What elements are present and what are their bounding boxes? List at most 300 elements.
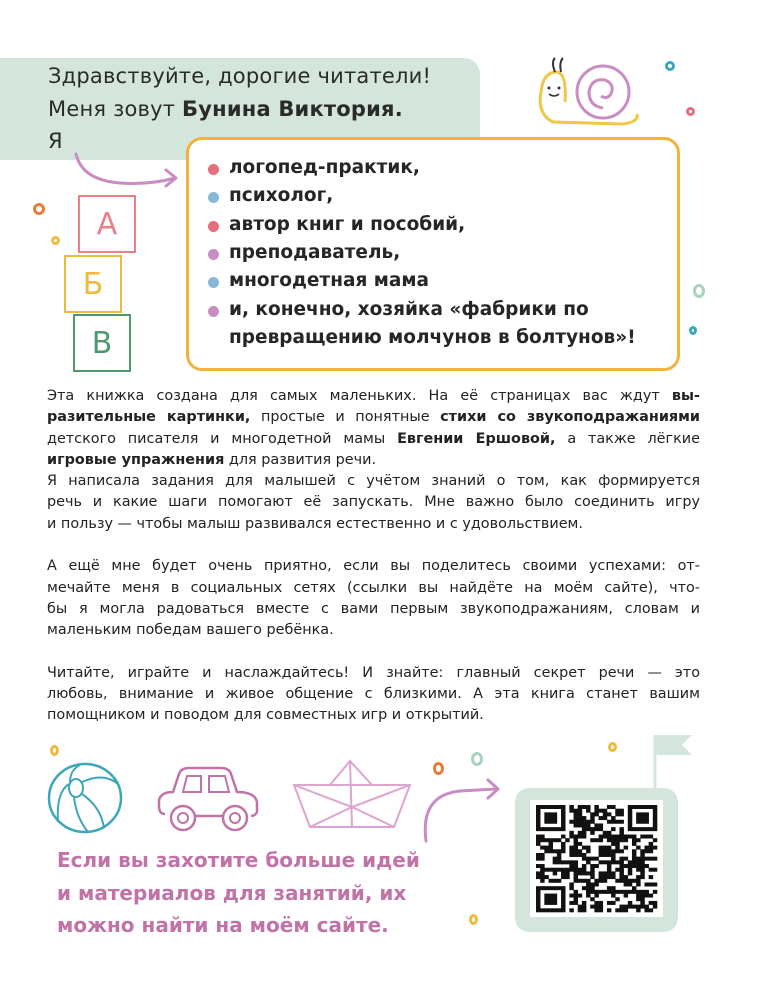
qr-module [590, 820, 594, 824]
qr-module [544, 849, 548, 853]
qr-module [640, 816, 644, 820]
qr-module [586, 827, 590, 831]
qr-module [586, 879, 590, 883]
qr-module [603, 831, 607, 835]
qr-module [607, 831, 611, 835]
qr-module [586, 894, 590, 898]
qr-module [574, 901, 578, 905]
qr-module [574, 871, 578, 875]
qr-module [540, 838, 544, 842]
qr-module [628, 827, 632, 831]
qr-module [549, 846, 553, 850]
qr-module [590, 882, 594, 886]
qr-module [569, 846, 573, 850]
qr-module [561, 842, 565, 846]
qr-module [628, 871, 632, 875]
qr-module [582, 886, 586, 890]
qr-module [603, 875, 607, 879]
qr-module [594, 823, 598, 827]
qr-module [611, 857, 615, 861]
text-segment: и пользу — чтобы малыш развивался естественно и с удовольствием. [47, 515, 583, 532]
text-line [47, 514, 700, 535]
qr-module [599, 835, 603, 839]
qr-module [636, 864, 640, 868]
qr-module [599, 853, 603, 857]
qr-module [640, 860, 644, 864]
block-letter: Б [82, 266, 104, 302]
qr-module [553, 827, 557, 831]
qr-module [574, 823, 578, 827]
qr-module [599, 838, 603, 842]
qr-module [582, 820, 586, 824]
qr-module [611, 842, 615, 846]
qr-module [619, 849, 623, 853]
qr-module [632, 905, 636, 909]
qr-module [536, 857, 540, 861]
qr-module [636, 820, 640, 824]
qr-module [649, 875, 653, 879]
qr-module [636, 805, 640, 809]
qr-module [628, 890, 632, 894]
text-segment: детского писателя и многодетной мамы [47, 430, 398, 447]
qr-module [540, 853, 544, 857]
qr-module [590, 838, 594, 842]
qr-module [569, 882, 573, 886]
qr-module [653, 901, 657, 905]
qr-module [544, 897, 548, 901]
qr-module [536, 901, 540, 905]
qr-module [615, 908, 619, 912]
qr-module [536, 864, 540, 868]
qr-module [628, 879, 632, 883]
qr-module [611, 805, 615, 809]
roles-box [186, 137, 680, 371]
qr-module [549, 901, 553, 905]
qr-module [611, 849, 615, 853]
qr-module [599, 827, 603, 831]
qr-module [582, 864, 586, 868]
qr-code-pattern [530, 800, 663, 917]
qr-module [644, 827, 648, 831]
qr-module [590, 831, 594, 835]
qr-module [624, 846, 628, 850]
qr-module [624, 857, 628, 861]
qr-module [569, 894, 573, 898]
qr-module [536, 805, 540, 809]
qr-module [540, 805, 544, 809]
qr-module [574, 842, 578, 846]
qr-module [653, 868, 657, 872]
qr-module [536, 908, 540, 912]
qr-module [557, 868, 561, 872]
qr-module [569, 835, 573, 839]
qr-module [607, 838, 611, 842]
qr-module [549, 879, 553, 883]
qr-module [632, 857, 636, 861]
qr-module [615, 849, 619, 853]
qr-module [540, 886, 544, 890]
qr-module [636, 846, 640, 850]
qr-module [557, 838, 561, 842]
qr-module [636, 868, 640, 872]
qr-module [578, 842, 582, 846]
qr-module [586, 846, 590, 850]
qr-module [619, 905, 623, 909]
qr-module [569, 820, 573, 824]
qr-module [582, 905, 586, 909]
qr-module [582, 816, 586, 820]
qr-module [536, 853, 540, 857]
qr-module [619, 879, 623, 883]
qr-module [640, 820, 644, 824]
qr-module [574, 875, 578, 879]
qr-module [574, 897, 578, 901]
qr-module [594, 905, 598, 909]
qr-module [553, 894, 557, 898]
qr-module [632, 886, 636, 890]
qr-module [611, 860, 615, 864]
qr-module [549, 812, 553, 816]
qr-module [540, 857, 544, 861]
qr-module [561, 886, 565, 890]
qr-module [628, 809, 632, 813]
qr-module [636, 905, 640, 909]
qr-module [644, 857, 648, 861]
qr-module [628, 901, 632, 905]
qr-module [536, 812, 540, 816]
qr-module [640, 835, 644, 839]
qr-module [644, 894, 648, 898]
qr-module [540, 868, 544, 872]
qr-module [619, 812, 623, 816]
qr-module [578, 835, 582, 839]
qr-module [574, 849, 578, 853]
qr-module [553, 908, 557, 912]
qr-module [632, 890, 636, 894]
qr-module [557, 857, 561, 861]
qr-module [565, 838, 569, 842]
qr-module [594, 882, 598, 886]
qr-module [649, 908, 653, 912]
qr-module [615, 820, 619, 824]
paragraph [47, 386, 700, 535]
qr-module [644, 812, 648, 816]
qr-module [640, 890, 644, 894]
qr-module [603, 871, 607, 875]
qr-module [603, 812, 607, 816]
qr-module [569, 864, 573, 868]
qr-module [628, 905, 632, 909]
intro-text [47, 386, 700, 727]
qr-module [569, 886, 573, 890]
qr-module [649, 842, 653, 846]
qr-module [603, 879, 607, 883]
qr-module [586, 886, 590, 890]
qr-module [594, 827, 598, 831]
qr-module [624, 894, 628, 898]
qr-module [619, 857, 623, 861]
qr-module [594, 812, 598, 816]
qr-module [636, 890, 640, 894]
block-letter: А [96, 206, 118, 242]
ring-decoration [689, 326, 697, 335]
qr-module [599, 871, 603, 875]
qr-module [619, 831, 623, 835]
qr-module [544, 820, 548, 824]
qr-module [578, 820, 582, 824]
qr-module [582, 827, 586, 831]
qr-module [536, 890, 540, 894]
greeting-line-1: Здравствуйте, дорогие читатели! [48, 64, 432, 88]
qr-module [640, 853, 644, 857]
qr-module [540, 871, 544, 875]
qr-module [636, 812, 640, 816]
qr-module [599, 846, 603, 850]
qr-module [653, 846, 657, 850]
qr-module [574, 846, 578, 850]
qr-module [578, 908, 582, 912]
qr-module [615, 897, 619, 901]
qr-module [640, 849, 644, 853]
qr-module [644, 805, 648, 809]
qr-module [578, 871, 582, 875]
qr-module [544, 812, 548, 816]
qr-module [549, 827, 553, 831]
qr-module [603, 809, 607, 813]
qr-module [599, 908, 603, 912]
qr-module [607, 860, 611, 864]
qr-module [590, 857, 594, 861]
role-text: превращению молчунов в болтунов»! [229, 326, 636, 348]
qr-module [536, 842, 540, 846]
qr-module [624, 838, 628, 842]
qr-module [653, 905, 657, 909]
text-segment: любовь, внимание и живое общение с близкими. А эта книга станет вашим [47, 686, 700, 703]
qr-module [578, 853, 582, 857]
qr-module [611, 875, 615, 879]
qr-module [544, 886, 548, 890]
qr-module [536, 886, 540, 890]
qr-module [599, 816, 603, 820]
qr-module [578, 894, 582, 898]
qr-module [586, 823, 590, 827]
ring-decoration [51, 236, 60, 245]
ring-decoration [693, 284, 705, 298]
text-segment: Эта книжка создана для самых маленьких. На её страницах вас ждут [47, 388, 672, 404]
qr-module [582, 805, 586, 809]
qr-module [582, 846, 586, 850]
bold-text: Евгении Ершовой, [397, 430, 556, 447]
qr-module [565, 875, 569, 879]
qr-module [628, 882, 632, 886]
qr-module [615, 812, 619, 816]
qr-module [561, 823, 565, 827]
qr-module [553, 816, 557, 820]
qr-module [649, 846, 653, 850]
qr-module [644, 905, 648, 909]
qr-module [561, 890, 565, 894]
qr-module [536, 875, 540, 879]
qr-module [569, 853, 573, 857]
qr-module [653, 827, 657, 831]
author-name: Бунина Виктория. [182, 97, 403, 121]
qr-module [561, 901, 565, 905]
qr-module [628, 823, 632, 827]
qr-module [569, 860, 573, 864]
qr-module [624, 905, 628, 909]
qr-module [590, 897, 594, 901]
text-line [47, 471, 700, 492]
qr-module [653, 823, 657, 827]
qr-module [561, 908, 565, 912]
qr-module [611, 838, 615, 842]
qr-module [607, 805, 611, 809]
qr-module [561, 812, 565, 816]
qr-module [640, 871, 644, 875]
text-segment: для развития речи. [224, 451, 377, 468]
qr-module [549, 838, 553, 842]
qr-module [599, 879, 603, 883]
qr-module [569, 831, 573, 835]
qr-module [561, 894, 565, 898]
qr-module [619, 908, 623, 912]
qr-module [611, 871, 615, 875]
bullet-dot-icon [208, 277, 219, 288]
qr-module [578, 805, 582, 809]
qr-module [594, 838, 598, 842]
qr-module [632, 849, 636, 853]
qr-module [574, 864, 578, 868]
qr-module [582, 853, 586, 857]
qr-module [574, 868, 578, 872]
qr-module [632, 835, 636, 839]
qr-module [624, 864, 628, 868]
qr-module [590, 812, 594, 816]
bullet-dot-icon [208, 192, 219, 203]
qr-module [578, 831, 582, 835]
bold-text: вы- [671, 388, 700, 404]
qr-module [653, 820, 657, 824]
qr-module [615, 879, 619, 883]
qr-module [599, 875, 603, 879]
qr-module [603, 846, 607, 850]
qr-module [594, 879, 598, 883]
qr-module [578, 809, 582, 813]
role-text: многодетная мама [229, 270, 429, 292]
text-segment: Я написала задания для малышей с учётом знаний о том, как формируется [47, 473, 700, 490]
role-text: преподаватель, [229, 241, 401, 263]
role-text: логопед-практик, [229, 157, 420, 178]
text-segment: А ещё мне будет очень приятно, если вы поделитесь своими успехами: от- [47, 558, 700, 575]
qr-module [607, 901, 611, 905]
qr-module [615, 838, 619, 842]
qr-module [553, 886, 557, 890]
qr-module [536, 827, 540, 831]
qr-module [590, 864, 594, 868]
qr-module [553, 901, 557, 905]
qr-module [619, 864, 623, 868]
qr-module [644, 816, 648, 820]
qr-module [649, 894, 653, 898]
ring-decoration [33, 203, 45, 215]
qr-module [540, 875, 544, 879]
qr-module [561, 905, 565, 909]
text-line [47, 578, 700, 599]
qr-module [557, 827, 561, 831]
ring-decoration [608, 742, 617, 752]
qr-module [586, 890, 590, 894]
callout-line: и материалов для занятий, их [57, 880, 407, 905]
qr-module [628, 868, 632, 872]
qr-module [574, 853, 578, 857]
letter-block-v [73, 314, 131, 372]
qr-module [624, 875, 628, 879]
qr-module [540, 879, 544, 883]
qr-module [536, 871, 540, 875]
qr-module [536, 820, 540, 824]
qr-module [536, 835, 540, 839]
qr-module [640, 827, 644, 831]
qr-module [611, 816, 615, 820]
greeting-prefix: Меня зовут [48, 97, 183, 121]
qr-module [649, 835, 653, 839]
qr-module [649, 827, 653, 831]
qr-module [540, 864, 544, 868]
qr-module [636, 816, 640, 820]
qr-module [590, 875, 594, 879]
qr-module [628, 812, 632, 816]
qr-module [578, 823, 582, 827]
text-line [47, 556, 700, 577]
qr-module [640, 875, 644, 879]
qr-module [582, 868, 586, 872]
qr-module [624, 879, 628, 883]
paragraph [47, 556, 700, 641]
qr-module [553, 879, 557, 883]
qr-module [549, 908, 553, 912]
qr-module [653, 882, 657, 886]
qr-module [574, 820, 578, 824]
qr-module [649, 868, 653, 872]
qr-module [607, 812, 611, 816]
qr-module [582, 871, 586, 875]
qr-module [549, 820, 553, 824]
qr-module [632, 827, 636, 831]
bold-text: разительные картинки, [47, 409, 251, 426]
qr-code[interactable] [530, 800, 663, 917]
qr-module [553, 805, 557, 809]
qr-module [536, 809, 540, 813]
qr-module [544, 894, 548, 898]
qr-module [569, 868, 573, 872]
qr-module [644, 835, 648, 839]
qr-module [569, 805, 573, 809]
qr-module [644, 846, 648, 850]
letter-block-a [78, 195, 136, 253]
qr-module [582, 901, 586, 905]
qr-module [632, 842, 636, 846]
qr-module [615, 868, 619, 872]
text-line [47, 386, 700, 407]
qr-module [628, 816, 632, 820]
qr-module [561, 875, 565, 879]
qr-module [582, 879, 586, 883]
qr-module [653, 809, 657, 813]
qr-module [640, 901, 644, 905]
qr-module [594, 805, 598, 809]
qr-module [636, 894, 640, 898]
text-line [47, 663, 700, 684]
